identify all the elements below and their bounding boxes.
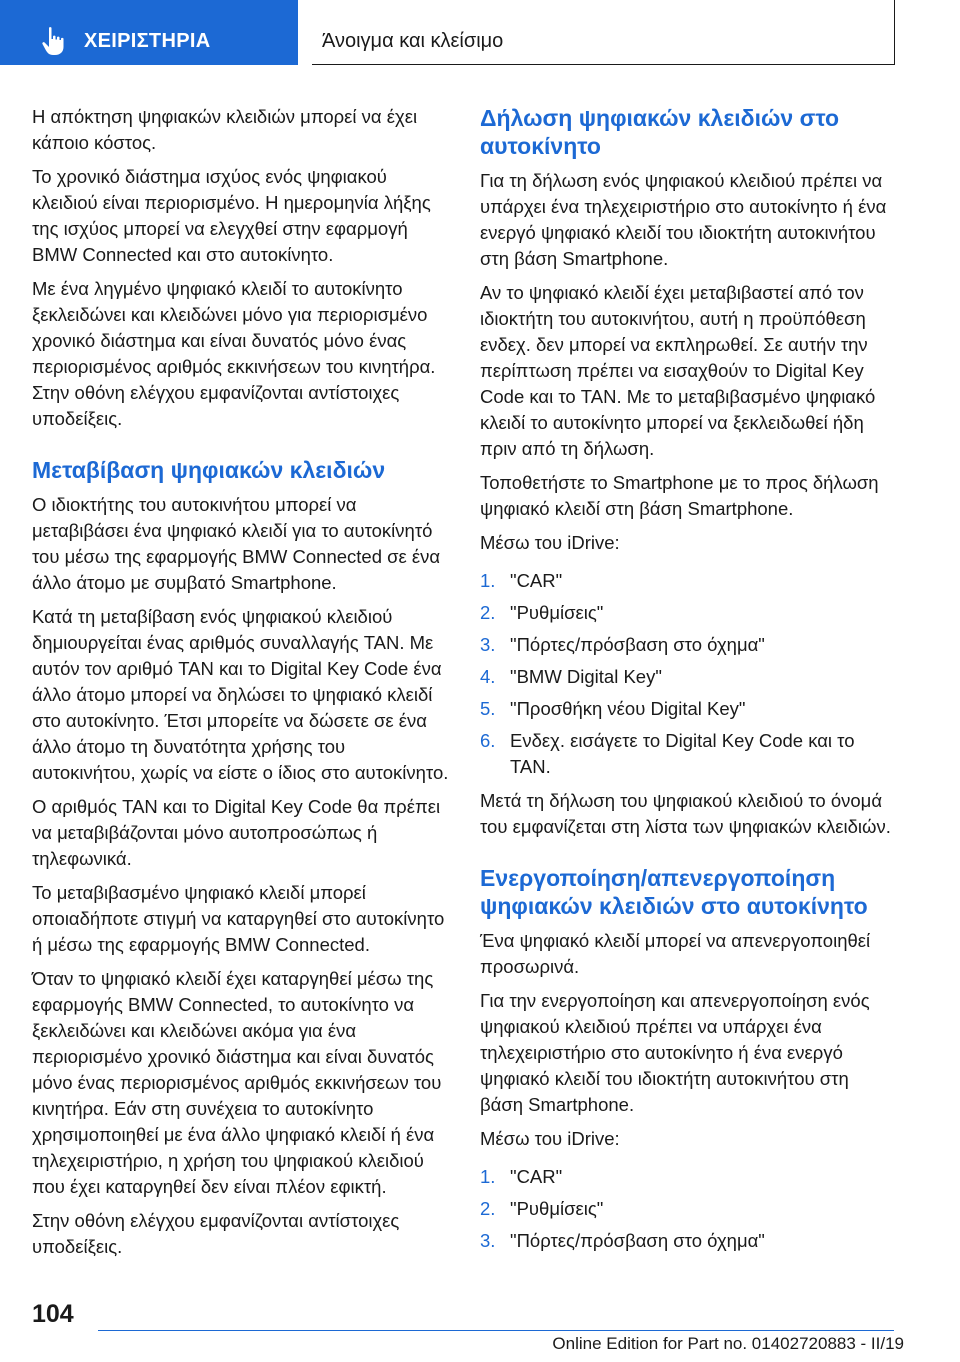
chapter-title: ΧΕΙΡΙΣΤΗΡΙΑ (84, 30, 211, 52)
left-column (32, 104, 450, 1268)
paragraph: Όταν το ψηφιακό κλειδί έχει καταργηθεί μέσω της εφαρμογής BMW Connected, το αυτοκίνητο να ξεκλειδώνει και κλειδώνει ακόμα για ένα περιορισμένο χρονικό διάστημα και είναι δυνατός μόνο ένας περιορισμένος αριθμός εκκινήσεων του κινητήρα. Εάν στη συνέχεια το αυτοκίνητο χρησιμοποιηθεί με ένα άλλο ψηφιακό κλειδί ή ένα τηλεχειριστήριο, η χρήση του ψηφιακού κλειδιού που έχει καταργηθεί δεν είναι πλέον εφικτή. (32, 968, 442, 1197)
step-number: 5. (480, 698, 496, 719)
section-header (312, 0, 895, 65)
paragraph: Το χρονικό διάστημα ισχύος ενός ψηφιακού κλειδιού είναι περιορισμένο. Η ημερομηνία λήξης της ισχύος μπορεί να ελεγχθεί στην εφαρμογή BMW Connected και στο αυτοκίνητο. (32, 166, 431, 265)
step-text: "CAR" (510, 1166, 563, 1187)
paragraph: Με ένα ληγμένο ψηφιακό κλειδί το αυτοκίνητο ξεκλειδώνει και κλειδώνει μόνο για περιορισμένο χρονικό διάστημα και είναι δυνατός μόνο ένας περιορισμένος αριθμός εκκινήσεων του κινητήρα. Στην οθόνη ελέγχου εμφανίζονται αντίστοιχες υποδείξεις. (32, 278, 436, 429)
paragraph: Μέσω του iDrive: (480, 532, 620, 553)
step-text: "BMW Digital Key" (510, 666, 662, 687)
edition-footer: Online Edition for Part no. 01402720883 - II/19 (552, 1334, 904, 1353)
list-item (480, 1196, 896, 1222)
list-item (480, 1228, 896, 1254)
paragraph: Το μεταβιβασμένο ψηφιακό κλειδί μπορεί οποιαδήποτε στιγμή να καταργηθεί στο αυτοκίνητο ή μέσω της εφαρμογής BMW Connected. (32, 882, 445, 955)
heading-register-keys: Δήλωση ψηφιακών κλειδιών στο αυτοκίνητο (480, 105, 840, 159)
steps-list-activate (480, 1164, 896, 1254)
step-number: 1. (480, 570, 496, 591)
step-text: "Πόρτες/πρόσβαση στο όχημα" (510, 1230, 765, 1251)
list-item (480, 568, 896, 594)
paragraph: Για τη δήλωση ενός ψηφιακού κλειδιού πρέπει να υπάρχει ένα τηλεχειριστήριο στο αυτοκίνητο ή ένα ενεργό ψηφιακό κλειδί του ιδιοκτήτη αυτοκινήτου στη βάση Smartphone. (480, 170, 887, 269)
step-number: 3. (480, 1230, 496, 1251)
step-number: 2. (480, 602, 496, 623)
paragraph: Η απόκτηση ψηφιακών κλειδιών μπορεί να έχει κάποιο κόστος. (32, 106, 418, 153)
paragraph: Αν το ψηφιακό κλειδί έχει μεταβιβαστεί από τον ιδιοκτήτη του αυτοκινήτου, αυτή η προϋπόθεση ενδεχ. δεν μπορεί να εκπληρωθεί. Σε αυτήν την περίπτωση πρέπει να εισαχθούν το Digital Key Code και το TAN. Με το μεταβιβασμένο ψηφιακό κλειδί το αυτοκίνητο μπορεί να ξεκλειδωθεί ήδη πριν από τη δήλωση. (480, 282, 876, 459)
heading-activate-keys: Ενεργοποίηση/απενεργοποίηση ψηφιακών κλειδιών στο αυτοκίνητο (480, 865, 868, 919)
list-item (480, 728, 896, 780)
list-item (480, 600, 896, 626)
paragraph: Ο ιδιοκτήτης του αυτοκινήτου μπορεί να μεταβιβάσει ένα ψηφιακό κλειδί για το αυτοκίνητό του μέσω της εφαρμογής BMW Connected σε ένα άλλο άτομο με συμβατό Smartphone. (32, 494, 441, 593)
step-text: "Ρυθμίσεις" (510, 602, 604, 623)
list-item (480, 664, 896, 690)
step-text: Ενδεχ. εισάγετε το Digital Key Code και το TAN. (510, 730, 855, 777)
paragraph: Μέσω του iDrive: (480, 1128, 620, 1149)
list-item (480, 696, 896, 722)
paragraph: Για την ενεργοποίηση και απενεργοποίηση ενός ψηφιακού κλειδιού πρέπει να υπάρχει ένα τηλεχειριστήριο στο αυτοκίνητο ή ένα ενεργό ψηφιακό κλειδί του ιδιοκτήτη αυτοκινήτου στη βάση Smartphone. (480, 990, 870, 1115)
steps-list-register (480, 568, 896, 780)
paragraph: Μετά τη δήλωση του ψηφιακού κλειδιού το όνομά του εμφανίζεται στη λίστα των ψηφιακών κλειδιών. (480, 790, 891, 837)
step-text: "Προσθήκη νέου Digital Key" (510, 698, 746, 719)
step-number: 2. (480, 1198, 496, 1219)
step-text: "Πόρτες/πρόσβαση στο όχημα" (510, 634, 765, 655)
right-column (480, 104, 896, 1262)
footer-divider (98, 1330, 894, 1331)
paragraph: Ο αριθμός TAN και το Digital Key Code θα πρέπει να μεταβιβάζονται μόνο αυτοπροσώπως ή τηλεφωνικά. (32, 796, 441, 869)
paragraph: Κατά τη μεταβίβαση ενός ψηφιακού κλειδιού δημιουργείται ένας αριθμός συναλλαγής TAN. Με αυτόν τον αριθμό TAN και το Digital Key Code ένα άλλο άτομο μπορεί να δηλώσει το ψηφιακό κλειδί στο αυτοκίνητο. Έτσι μπορείτε να δώσετε σε ένα άλλο άτομο τη δυνατότητα χρήσης του αυτοκινήτου, χωρίς να είστε ο ίδιος στο αυτοκίνητο. (32, 606, 449, 783)
heading-transfer-keys: Μεταβίβαση ψηφιακών κλειδιών (32, 457, 386, 483)
step-text: "CAR" (510, 570, 563, 591)
step-number: 6. (480, 730, 496, 751)
step-number: 4. (480, 666, 496, 687)
hand-pointer-icon (40, 26, 68, 56)
step-number: 3. (480, 634, 496, 655)
list-item (480, 1164, 896, 1190)
page-number: 104 (32, 1300, 74, 1328)
section-title: Άνοιγμα και κλείσιμο (322, 30, 504, 52)
chapter-tab (0, 0, 298, 65)
paragraph: Στην οθόνη ελέγχου εμφανίζονται αντίστοιχες υποδείξεις. (32, 1210, 400, 1257)
step-number: 1. (480, 1166, 496, 1187)
list-item (480, 632, 896, 658)
paragraph: Τοποθετήστε το Smartphone με το προς δήλωση ψηφιακό κλειδί στη βάση Smartphone. (480, 472, 879, 519)
paragraph: Ένα ψηφιακό κλειδί μπορεί να απενεργοποιηθεί προσωρινά. (480, 930, 871, 977)
step-text: "Ρυθμίσεις" (510, 1198, 604, 1219)
